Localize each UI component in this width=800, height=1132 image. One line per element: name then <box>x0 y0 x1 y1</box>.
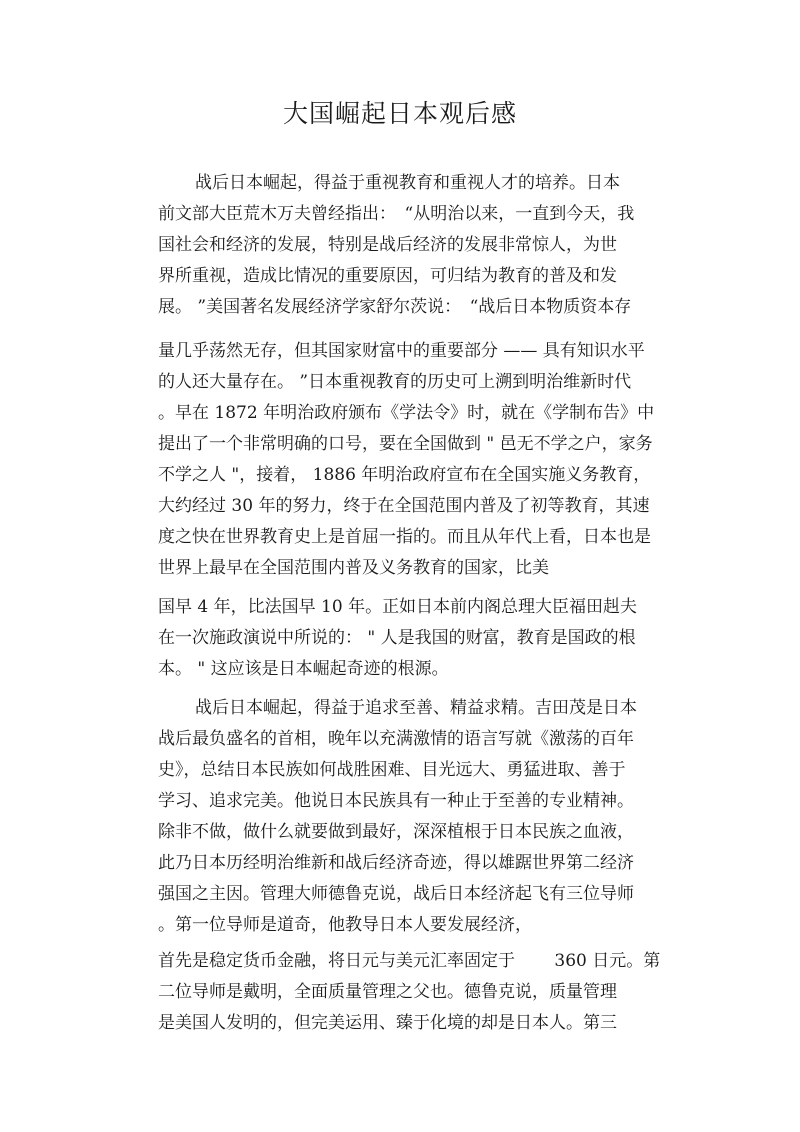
text-line: 界所重视，造成比情况的重要原因，可归结为教育的普及和发 <box>158 266 617 286</box>
text-line: 的人还大量存在。 ”日本重视教育的历史可上溯到明治维新时代 <box>158 372 632 392</box>
text-line: 首先是稳定货币金融，将日元与美元汇率固定于 360 日元。第 <box>158 951 661 971</box>
text-line: 学习、追求完美。他说日本民族具有一种止于至善的专业精神。 <box>158 791 634 811</box>
text-line: 提出了一个非常明确的口号，要在全国做到 " 邑无不学之户，家务 <box>158 434 653 454</box>
text-line: 前文部大臣荒木万夫曾经指出： “从明治以来，一直到今天，我 <box>158 204 635 224</box>
text-line: 展。 ”美国著名发展经济学家舒尔茨说： “战后日本物质资本存 <box>158 297 632 317</box>
text-line: 国早 4 年，比法国早 10 年。正如日本前内阁总理大臣福田赳夫 <box>158 597 638 617</box>
text-line: 。早在 1872 年明治政府颁布《学法令》时，就在《学制布告》中 <box>158 403 655 423</box>
text-line: 。第一位导师是道奇，他教导日本人要发展经济， <box>158 915 532 935</box>
text-line: 国社会和经济的发展，特别是战后经济的发展非常惊人，为世 <box>158 235 617 255</box>
text-line: 史》，总结日本民族如何战胜困难、目光远大、勇猛进取、善于 <box>158 760 626 780</box>
text-line: 二位导师是戴明，全面质量管理之父也。德鲁克说，质量管理 <box>158 982 617 1002</box>
text-line: 世界上最早在全国范围内普及义务教育的国家，比美 <box>158 558 549 578</box>
text-line: 此乃日本历经明治维新和战后经济奇迹，得以雄踞世界第二经济 <box>158 853 634 873</box>
text-line: 不学之人 "，接着， 1886 年明治政府宣布在全国实施义务教育， <box>158 465 651 485</box>
text-line: 本。 " 这应该是日本崛起奇迹的根源。 <box>158 659 449 679</box>
text-line: 是美国人发明的，但完美运用、臻于化境的却是日本人。第三 <box>158 1013 617 1033</box>
document-title: 大国崛起日本观后感 <box>282 99 517 128</box>
text-line: 除非不做，做什么就要做到最好，深深植根于日本民族之血液， <box>158 822 634 842</box>
text-line: 战后最负盛名的首相，晚年以充满激情的语言写就《激荡的百年 <box>158 729 634 749</box>
text-line: 强国之主因。管理大师德鲁克说，战后日本经济起飞有三位导师 <box>158 884 634 904</box>
text-line: 量几乎荡然无存，但其国家财富中的重要部分 —— 具有知识水平 <box>158 341 645 361</box>
text-line: 战后日本崛起，得益于追求至善、精益求精。吉田茂是日本 <box>195 698 637 718</box>
text-line: 大约经过 30 年的努力，终于在全国范围内普及了初等教育，其速 <box>158 496 650 516</box>
text-line: 战后日本崛起，得益于重视教育和重视人才的培养。日本 <box>195 173 620 193</box>
text-line: 在一次施政演说中所说的： " 人是我国的财富，教育是国政的根 <box>158 628 636 648</box>
text-line: 度之快在世界教育史上是首屈一指的。而且从年代上看，日本也是 <box>158 527 651 547</box>
